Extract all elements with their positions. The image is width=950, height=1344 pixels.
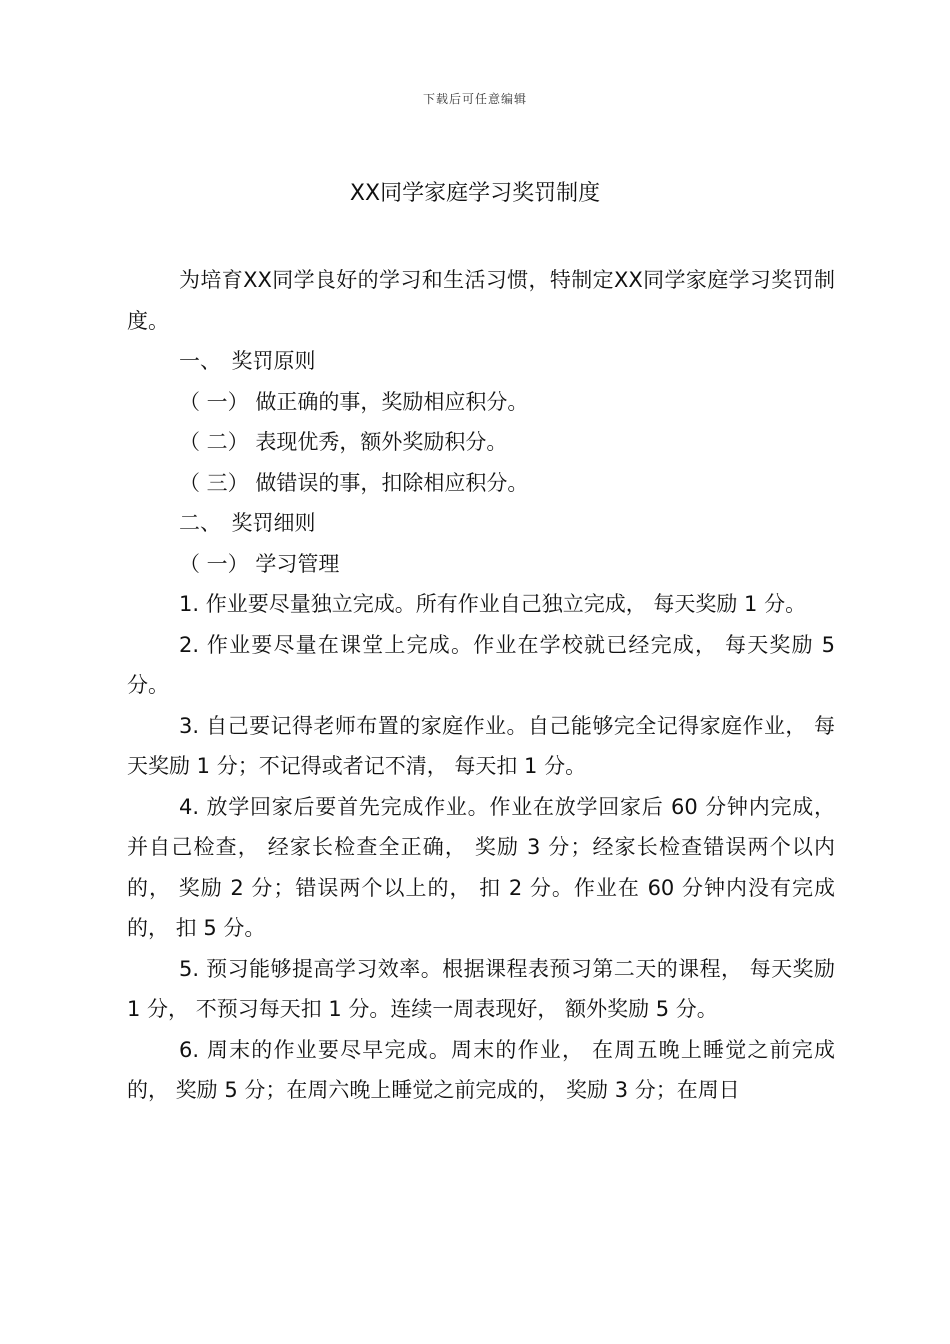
principle-item: （ 三） 做错误的事，扣除相应积分。	[179, 470, 529, 495]
document-body	[127, 260, 835, 1111]
rule-paragraph: 3. 自己要记得老师布置的家庭作业。自己能够完全记得家庭作业， 每天奖励 1 分；不记得或者记不清， 每天扣 1 分。	[127, 713, 835, 778]
header-note: 下载后可任意编辑	[422, 92, 527, 106]
intro-paragraph: 为培育XX同学良好的学习和生活习惯，特制定XX同学家庭学习奖罚制度。	[127, 268, 835, 333]
principle-item: （ 二） 表现优秀，额外奖励积分。	[179, 430, 508, 454]
subsection-heading-study: （ 一） 学习管理	[179, 551, 340, 576]
rule-paragraph: 2. 作业要尽量在课堂上完成。作业在学校就已经完成， 每天奖励 5 分。	[127, 632, 835, 697]
section-heading-principles: 一、 奖罚原则	[179, 349, 316, 373]
section-heading-details: 二、 奖罚细则	[179, 511, 316, 535]
rule-paragraph: 4. 放学回家后要首先完成作业。作业在放学回家后 60 分钟内完成， 并自己检查， 经家长检查全正确， 奖励 3 分；经家长检查错误两个以内的， 奖励 2 分；错误两个以上的， 扣 2 分。作业在 60 分钟内没有完成的， 扣 5 分。	[127, 794, 835, 940]
rule-paragraph: 1. 作业要尽量独立完成。所有作业自己独立完成， 每天奖励 1 分。	[179, 592, 807, 616]
principle-item: （ 一） 做正确的事，奖励相应积分。	[179, 389, 529, 414]
rule-paragraph: 5. 预习能够提高学习效率。根据课程表预习第二天的课程， 每天奖励 1 分， 不预习每天扣 1 分。连续一周表现好， 额外奖励 5 分。	[127, 956, 835, 1021]
document-title: XX同学家庭学习奖罚制度	[349, 181, 601, 206]
rule-paragraph: 6. 周末的作业要尽早完成。周末的作业， 在周五晚上睡觉之前完成的， 奖励 5 分；在周六晚上睡觉之前完成的， 奖励 3 分；在周日	[127, 1037, 835, 1102]
